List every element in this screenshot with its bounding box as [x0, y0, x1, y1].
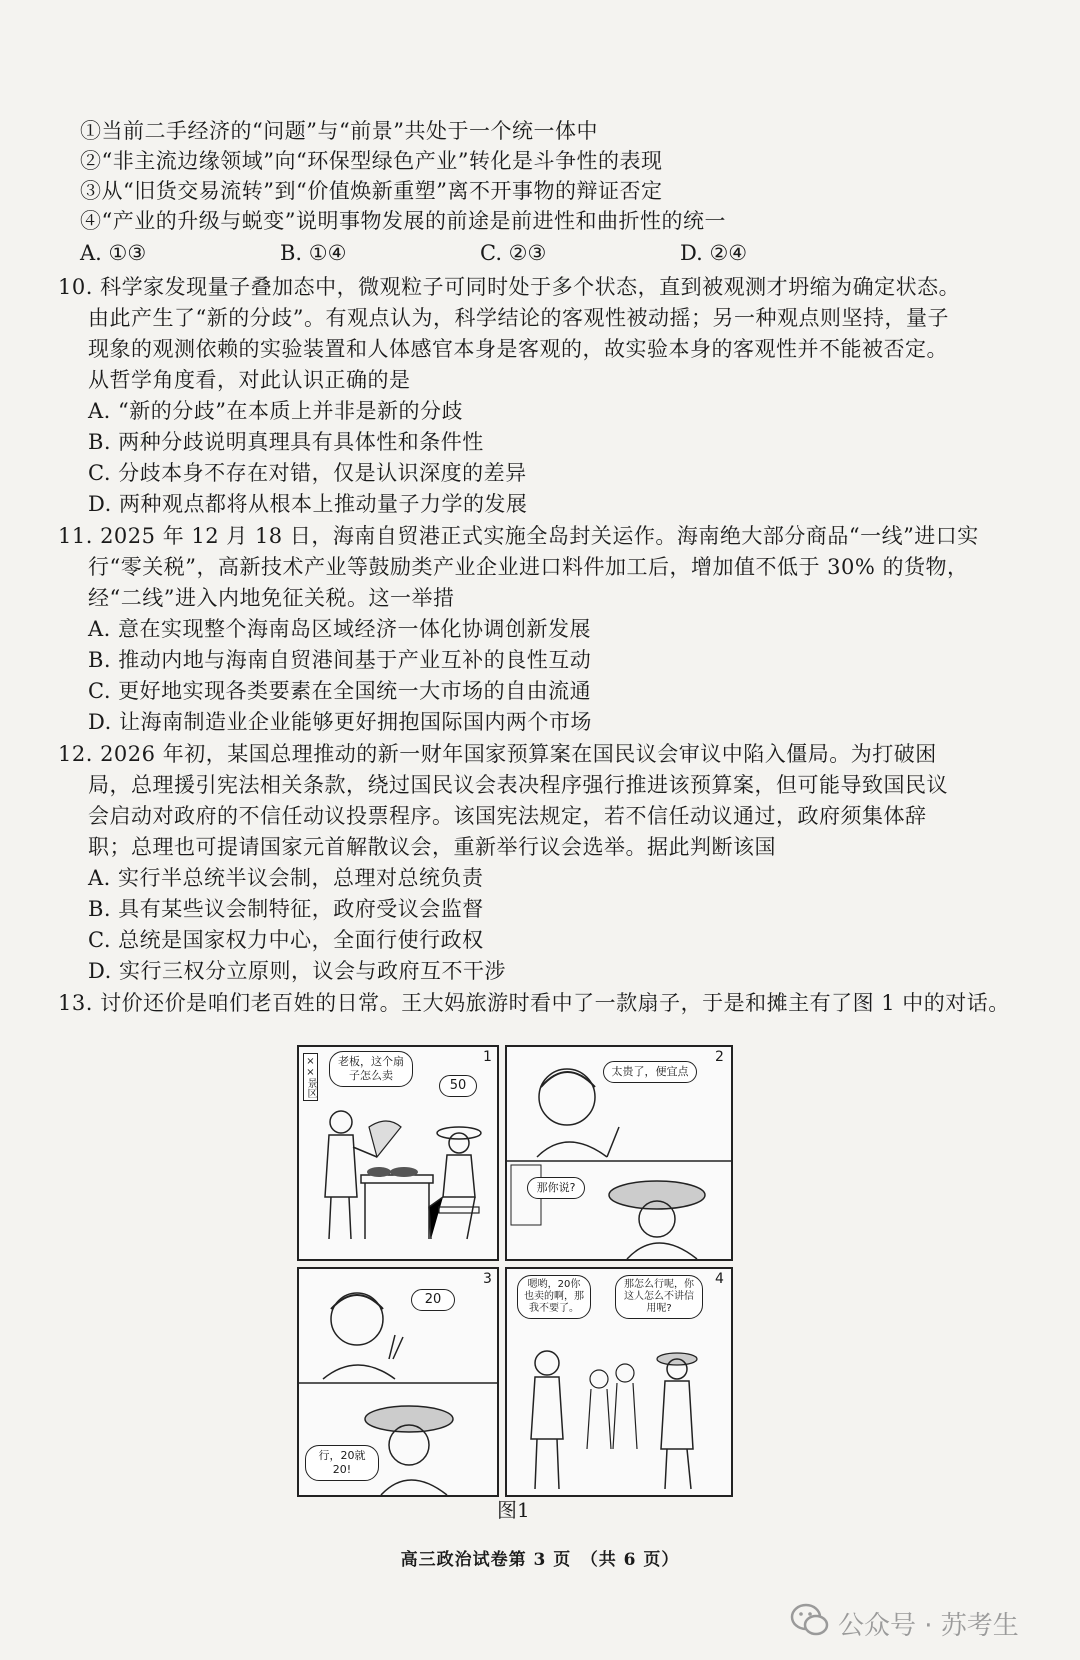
- panel-number-4: 4: [715, 1271, 724, 1287]
- q11-option-d: D. 让海南制造业企业能够更好拥抱国际国内两个市场: [88, 710, 592, 734]
- q12-stem-line-3: 会启动对政府的不信任动议投票程序。该国宪法规定，若不信任动议通过，政府须集体辞: [88, 804, 927, 828]
- comic-figure: [297, 1045, 729, 1495]
- p2-speech-bubble-bottom: 那你说?: [527, 1177, 585, 1199]
- q9-statement-1: ①当前二手经济的“问题”与“前景”共处于一个统一体中: [80, 119, 598, 143]
- q10-option-b: B. 两种分歧说明真理具有具体性和条件性: [88, 430, 484, 454]
- comic-panel-4: [505, 1267, 733, 1497]
- q10-option-c: C. 分歧本身不存在对错，仅是认识深度的差异: [88, 461, 527, 485]
- q10-option-d: D. 两种观点都将从根本上推动量子力学的发展: [88, 492, 528, 516]
- q12-option-a: A. 实行半总统半议会制，总理对总统负责: [88, 866, 484, 890]
- comic-panel-2: [505, 1045, 733, 1261]
- p4-speech-bubble-right: 那怎么行呢，你这人怎么不讲信用呢?: [615, 1275, 703, 1319]
- q12-stem-line-4: 职；总理也可提请国家元首解散议会，重新举行议会选举。据此判断该国: [88, 835, 776, 859]
- p4-speech-bubble-left: 嗯哟，20你也卖的啊，那我不要了。: [517, 1275, 591, 1319]
- q11-stem-line-1: 11. 2025 年 12 月 18 日，海南自贸港正式实施全岛封关运作。海南绝大部分商品“一线”进口实: [58, 524, 979, 548]
- q13-stem: 13. 讨价还价是咱们老百姓的日常。王大妈旅游时看中了一款扇子，于是和摊主有了图 1 中的对话。: [58, 991, 1010, 1015]
- q10-stem-line-1: 10. 科学家发现量子叠加态中，微观粒子可同时处于多个状态，直到被观测才坍缩为确定状态。: [58, 275, 961, 299]
- q9-statement-2: ②“非主流边缘领域”向“环保型绿色产业”转化是斗争性的表现: [80, 149, 663, 173]
- q12-option-b: B. 具有某些议会制特征，政府受议会监督: [88, 897, 484, 921]
- wechat-icon: [790, 1601, 830, 1639]
- q10-stem-line-3: 现象的观测依赖的实验装置和人体感官本身是客观的，故实验本身的客观性并不能被否定。: [88, 337, 948, 361]
- q11-option-b: B. 推动内地与海南自贸港间基于产业互补的良性互动: [88, 648, 592, 672]
- figure-caption: 图1: [497, 1498, 530, 1522]
- q12-stem-line-1: 12. 2026 年初，某国总理推动的新一财年国家预算案在国民议会审议中陷入僵局。为打破困: [58, 742, 937, 766]
- q9-option-d: D. ②④: [680, 241, 748, 265]
- comic-panel-1: [297, 1045, 499, 1261]
- q11-stem-line-2: 行“零关税”，高新技术产业等鼓励类产业企业进口料件加工后，增加值不低于 30% 的货物，: [88, 555, 969, 579]
- q11-option-a: A. 意在实现整个海南岛区域经济一体化协调创新发展: [88, 617, 592, 641]
- q9-options: [80, 238, 980, 268]
- page-footer: 高三政治试卷第 3 页 （共 6 页）: [400, 1550, 680, 1570]
- q12-option-d: D. 实行三权分立原则，议会与政府互不干涉: [88, 959, 506, 983]
- q11-option-c: C. 更好地实现各类要素在全国统一大市场的自由流通: [88, 679, 592, 703]
- p3-price-bubble: 20: [411, 1289, 455, 1311]
- q9-statement-4: ④“产业的升级与蜕变”说明事物发展的前途是前进性和曲折性的统一: [80, 209, 726, 233]
- watermark: 公众号 · 苏考生: [838, 1611, 1019, 1641]
- panel-number-2: 2: [715, 1049, 724, 1065]
- q9-option-b: B. ①④: [280, 241, 347, 265]
- q10-option-a: A. “新的分歧”在本质上并非是新的分歧: [88, 399, 463, 423]
- panel-number-3: 3: [483, 1271, 492, 1287]
- p2-speech-bubble-top: 太贵了，便宜点: [603, 1061, 697, 1083]
- p1-price-bubble: 50: [439, 1075, 477, 1097]
- panel-number-1: 1: [483, 1049, 492, 1065]
- q9-option-a: A. ①③: [80, 241, 147, 265]
- p3-speech-bubble-bottom: 行，20就20!: [305, 1445, 379, 1481]
- q12-stem-line-2: 局，总理援引宪法相关条款，绕过国民议会表决程序强行推进该预算案，但可能导致国民议: [88, 773, 948, 797]
- q10-stem-line-4: 从哲学角度看，对此认识正确的是: [88, 368, 411, 392]
- p1-speech-bubble: 老板，这个扇子怎么卖: [329, 1051, 413, 1087]
- q12-option-c: C. 总统是国家权力中心，全面行使行政权: [88, 928, 484, 952]
- comic-panel-3: [297, 1267, 499, 1497]
- q9-statement-3: ③从“旧货交易流转”到“价值焕新重塑”离不开事物的辩证否定: [80, 179, 663, 203]
- q9-option-c: C. ②③: [480, 241, 547, 265]
- q11-stem-line-3: 经“二线”进入内地免征关税。这一举措: [88, 586, 455, 610]
- scenic-area-sign: ××景区: [303, 1053, 318, 1101]
- q10-stem-line-2: 由此产生了“新的分歧”。有观点认为，科学结论的客观性被动摇；另一种观点则坚持，量子: [88, 306, 949, 330]
